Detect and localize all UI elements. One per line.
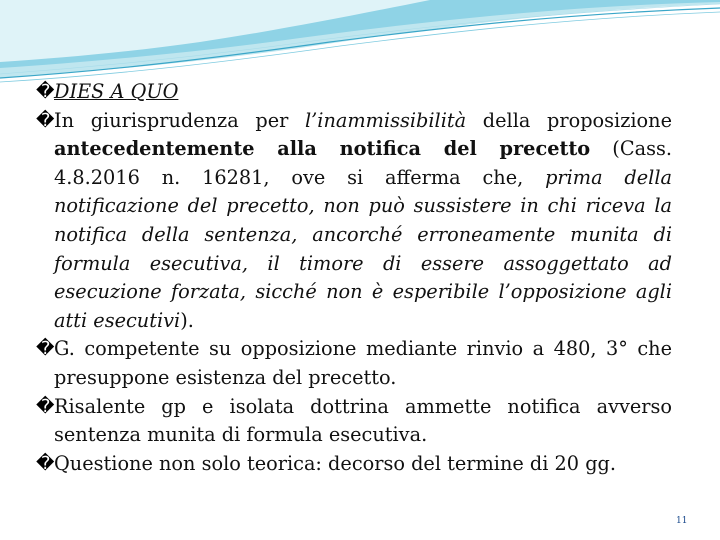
p2-text: G. competente su opposizione mediante rinvio a 480, 3° che presuppone esistenza del precetto. [54, 337, 672, 389]
p1-text-5: (Cass. 4.8.2016 n. 16281, ove si afferma che, [54, 137, 672, 189]
p1-emphasis-inammissibilita: l’inammissibilità [304, 108, 467, 132]
bullet-paragraph-4 [36, 450, 672, 479]
slide-body [36, 78, 672, 478]
header-wave-decoration [0, 0, 720, 90]
p1-text-3: della proposizione [466, 108, 672, 132]
bullet-marker: � [36, 452, 55, 474]
page-number: 11 [676, 516, 688, 526]
p3-text: Risalente gp e isolata dottrina ammette notifica avverso sentenza munita di formula esecutiva. [54, 394, 672, 447]
bullet-marker: � [36, 109, 55, 131]
bullet-paragraph-3 [36, 393, 672, 450]
bullet-paragraph-1 [36, 107, 672, 336]
bullet-marker: � [36, 338, 55, 360]
slide-title: DIES A QUO [54, 80, 179, 103]
bullet-marker: � [36, 395, 55, 417]
p1-quote-italic: prima della notificazione del precetto, non può sussistere in chi riceva la notifica della sentenza, ancorché erroneamente munita di formula esecutiva, il timore di essere assoggettato ad esecuzione forzata, sicché non è esperibile l’opposizione agli atti esecutivi [54, 165, 673, 332]
p1-text-7: ). [180, 308, 194, 332]
p4-text: Questione non solo teorica: decorso del termine di 20 gg. [54, 451, 617, 475]
bullet-paragraph-2 [36, 335, 672, 392]
bullet-title [36, 78, 672, 107]
bullet-marker: � [36, 81, 55, 102]
p1-text-1: In giurisprudenza per [54, 108, 305, 132]
p1-bold-antecedentemente: antecedentemente alla notifica del precetto [54, 137, 591, 161]
